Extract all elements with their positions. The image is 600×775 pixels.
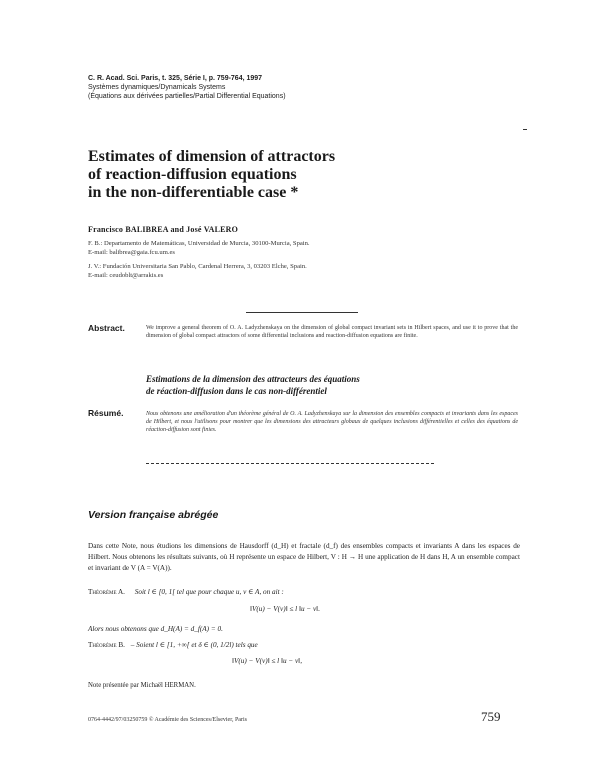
affiliation-2-email: E-mail: ceudoblt@arrakis.es	[88, 271, 164, 279]
classification-line: Systèmes dynamiques/Dynamicals Systems	[88, 84, 226, 91]
authors: Francisco BALIBREA and José VALERO	[88, 225, 239, 234]
presented-by-note: Note présentée par Michaël HERMAN.	[88, 682, 196, 689]
page-number: 759	[481, 709, 501, 724]
title-line-3: in the non-differentiable case *	[88, 184, 299, 201]
formula-a: ‖V(u) − V(v)‖ ≤ l ‖u − v‖.	[250, 605, 321, 613]
copyright-footer: 0764-4442/97/03250759 © Académie des Sciences/Elsevier, Paris	[88, 717, 247, 723]
theorem-b-label: Théorème B.	[88, 641, 125, 649]
affiliation-1	[88, 240, 538, 257]
journal-citation: C. R. Acad. Sci. Paris, t. 325, Série I, p. 759-764, 1997	[88, 75, 263, 82]
affiliation-2	[88, 263, 538, 280]
resume-text: Nous obtenons une amélioration d'un théorème général de O. A. Ladyzhenskaya sur la dimension des ensembles compacts et invariants dans les espaces de Hilbert, et nous l'utilisons pour montrer que les dimensions des attracteurs globaux de quelques inclusions différentielles et celles des équations de réaction-diffusion sont finies.	[146, 411, 518, 433]
divider-2	[146, 463, 434, 464]
paper-title	[88, 148, 528, 202]
section-title: Version française abrégée	[88, 509, 219, 521]
theorem-a-text: Soit l ∈ [0, 1[ tel que pour chaque u, v ∈ A, on ait :	[134, 588, 284, 596]
french-title-line-1: Estimations de la dimension des attracteurs des équations	[146, 374, 360, 384]
theorem-b	[88, 640, 258, 649]
theorem-b-text: – Soient l ∈ [1, +∞[ et δ ∈ (0, 1/2l) tels que	[130, 641, 258, 649]
affiliation-2-address: J. V.: Fundación Universitaria San Pablo, Cardenal Herrera, 3, 03203 Elche, Spain.	[88, 263, 307, 270]
title-line-1: Estimates of dimension of attractors	[88, 148, 336, 165]
resume-label: Résumé.	[88, 408, 124, 418]
affiliation-1-email: E-mail: balibrea@gaia.fcu.um.es	[88, 248, 175, 256]
affiliation-1-address: F. B.: Departamento de Matemáticas, Universidad de Murcia, 30100-Murcia, Spain.	[88, 240, 310, 247]
divider	[246, 312, 358, 313]
margin-mark	[523, 129, 527, 130]
theorem-a-conclusion: Alors nous obtenons que d_H(A) = d_f(A) = 0.	[88, 625, 223, 633]
french-title-line-2: de réaction-diffusion dans le cas non-différentiel	[146, 386, 327, 396]
abstract-label: Abstract.	[88, 323, 125, 333]
body-paragraph: Dans cette Note, nous étudions les dimensions de Hausdorff (d_H) et fractale (d_f) des ensembles compacts et invariants A dans les espaces de Hilbert. Nous obtenons les résultats suivants, où H représente un espace de Hilbert, V : H → H une application de H dans H, A un ensemble compact et invariant de V (A = V(A)).	[88, 542, 520, 572]
title-line-2: of reaction-diffusion equations	[88, 166, 297, 183]
abstract-text: We improve a general theorem of O. A. Ladyzhenskaya on the dimension of global compact invariant sets in Hilbert spaces, and use it to prove that the dimension of global compact attractors of some differential inclusions and reaction-diffusion equations are finite.	[146, 325, 518, 339]
formula-b: ‖V(u) − V(v)‖ ≤ l ‖u − v‖,	[232, 657, 303, 665]
french-title	[146, 373, 518, 397]
theorem-a-label: Théorème A.	[88, 588, 125, 596]
classification-line-2: (Équations aux dérivées partielles/Partial Differential Equations)	[88, 93, 286, 100]
theorem-a	[88, 587, 284, 596]
